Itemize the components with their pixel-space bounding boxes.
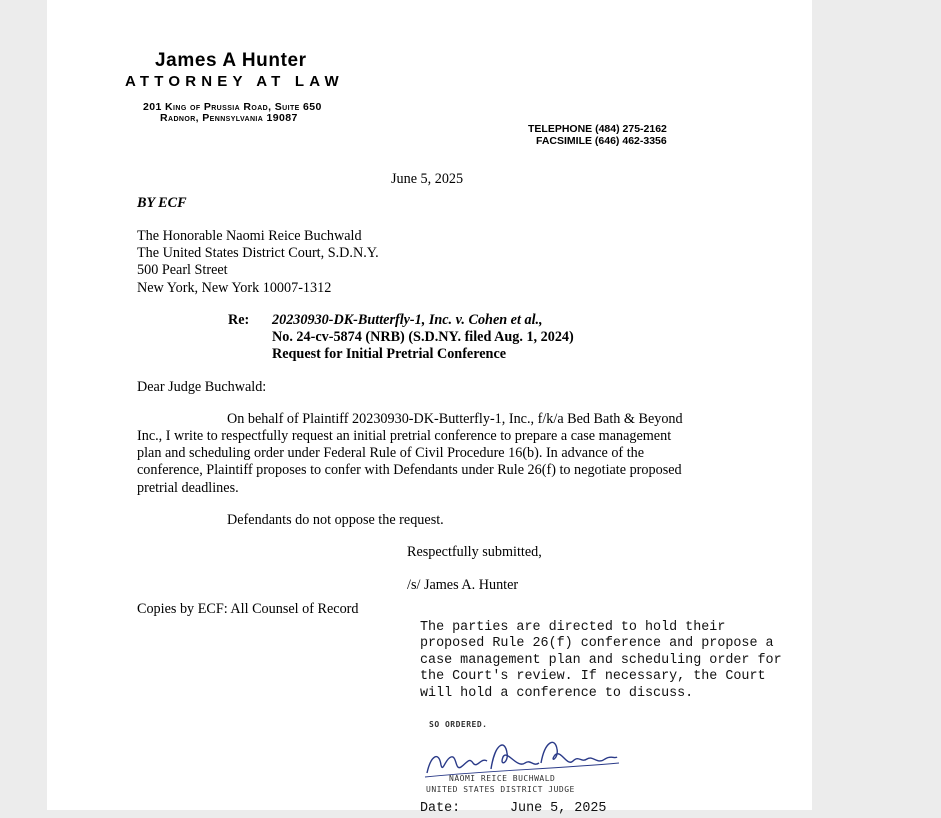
salutation: Dear Judge Buchwald:: [137, 379, 267, 395]
so-ordered-stamp: SO ORDERED.: [429, 720, 488, 729]
paragraph-1-line-2: Inc., I write to respectfully request an initial pretrial conference to prepare a case management: [137, 428, 672, 444]
paragraph-1-line-3: plan and scheduling order under Federal Rule of Civil Procedure 16(b). In advance of the: [137, 445, 645, 461]
recipient-line-2: The United States District Court, S.D.N.Y.: [137, 245, 379, 261]
recipient-line-1: The Honorable Naomi Reice Buchwald: [137, 228, 362, 244]
delivery-method: BY ECF: [137, 195, 187, 211]
judge-name: NAOMI REICE BUCHWALD: [449, 774, 556, 783]
endorsement-line-4: the Court's review. If necessary, the Court: [420, 669, 766, 684]
judge-signature-text: Naomi Reice Buchwald: [421, 733, 431, 734]
re-subject: Request for Initial Pretrial Conference: [272, 346, 507, 362]
re-case-number: No. 24-cv-5874 (NRB) (S.D.NY. filed Aug. 1, 2024): [272, 329, 574, 345]
recipient-line-3: 500 Pearl Street: [137, 262, 228, 278]
paragraph-1-line-4: conference, Plaintiff proposes to confer with Defendants under Rule 26(f) to negotiate proposed: [137, 462, 682, 478]
order-date-label: Date:: [420, 801, 461, 816]
facsimile: FACSIMILE (646) 462-3356: [536, 135, 667, 147]
endorsement-line-2: proposed Rule 26(f) conference and propose a: [420, 636, 774, 651]
re-case-name: 20230930-DK-Butterfly-1, Inc. v. Cohen et al.,: [272, 312, 543, 328]
letter-date: June 5, 2025: [391, 171, 464, 187]
paragraph-2: Defendants do not oppose the request.: [227, 512, 444, 528]
signature: /s/ James A. Hunter: [407, 577, 519, 593]
endorsement-line-5: will hold a conference to discuss.: [420, 686, 694, 701]
re-label: Re:: [228, 312, 250, 328]
judge-title: UNITED STATES DISTRICT JUDGE: [426, 785, 575, 794]
recipient-line-4: New York, New York 10007-1312: [137, 280, 332, 296]
closing: Respectfully submitted,: [407, 544, 542, 560]
attorney-title: ATTORNEY AT LAW: [125, 73, 344, 90]
address-line-1: 201 King of Prussia Road, Suite 650: [143, 101, 322, 113]
telephone: TELEPHONE (484) 275-2162: [528, 123, 667, 135]
paragraph-1-line-5: pretrial deadlines.: [137, 480, 239, 496]
letter-page: [47, 0, 812, 816]
order-date-value: June 5, 2025: [510, 801, 607, 816]
endorsement-line-3: case management plan and scheduling order for: [420, 653, 782, 668]
endorsement-line-1: The parties are directed to hold their: [420, 620, 726, 635]
copies-line: Copies by ECF: All Counsel of Record: [137, 601, 359, 617]
address-line-2: Radnor, Pennsylvania 19087: [160, 112, 298, 124]
attorney-name: James A Hunter: [155, 50, 307, 71]
paragraph-1-line-1: On behalf of Plaintiff 20230930-DK-Butterfly-1, Inc., f/k/a Bed Bath & Beyond: [227, 411, 683, 427]
